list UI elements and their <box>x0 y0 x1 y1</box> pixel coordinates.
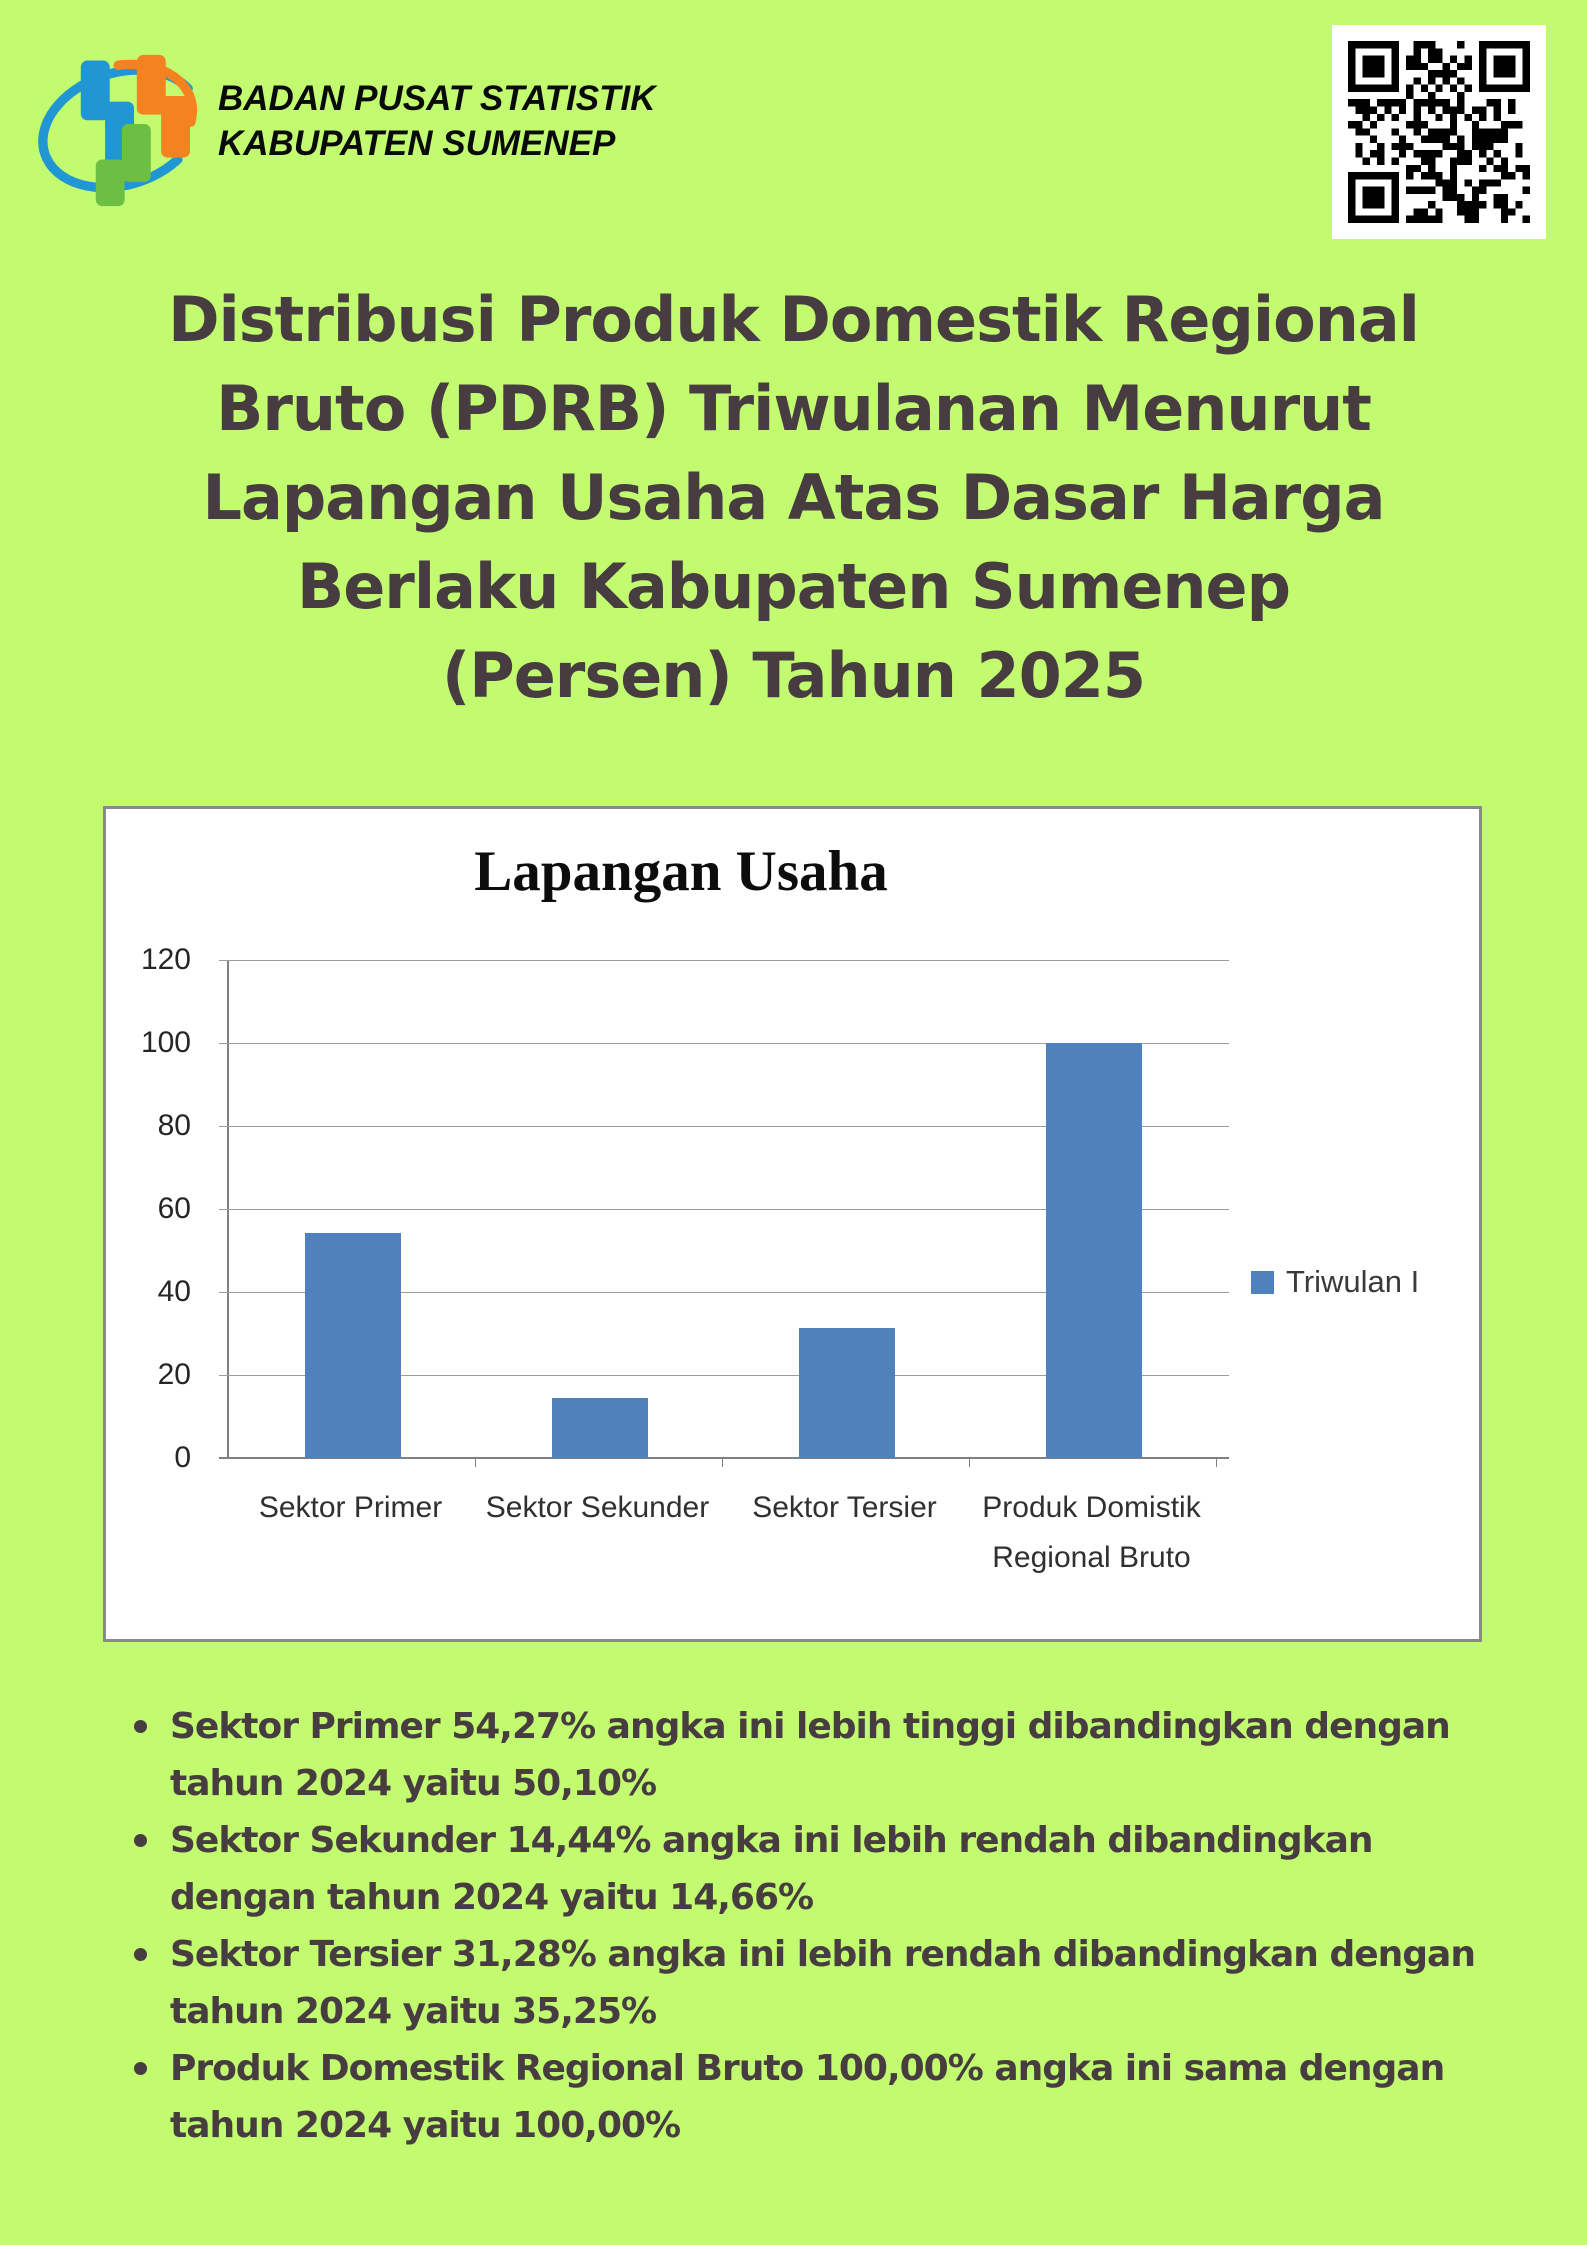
page-title-line: Lapangan Usaha Atas Dasar Harga <box>202 461 1385 534</box>
list-item: Sektor Tersier 31,28% angka ini lebih rendah dibandingkan dengan tahun 2024 yaitu 35,25% <box>118 1926 1490 2040</box>
chart-title: Lapangan Usaha <box>474 840 888 903</box>
y-tick-label: 0 <box>174 1441 191 1474</box>
legend-label: Triwulan I <box>1286 1264 1420 1299</box>
list-item: Sektor Sekunder 14,44% angka ini lebih rendah dibandingkan dengan tahun 2024 yaitu 14,66% <box>118 1812 1490 1926</box>
legend-swatch-triwulan-1 <box>1251 1271 1274 1294</box>
list-item: Sektor Primer 54,27% angka ini lebih tinggi dibandingkan dengan tahun 2024 yaitu 50,10% <box>118 1698 1490 1812</box>
y-tick-label: 60 <box>157 1192 191 1225</box>
x-tick <box>969 1458 970 1467</box>
page-title-line: (Persen) Tahun 2025 <box>441 639 1146 712</box>
summary-list <box>118 1698 1490 2154</box>
chart-plot-area <box>227 960 1215 1458</box>
gridline <box>219 960 1229 961</box>
page-title-line: Berlaku Kabupaten Sumenep <box>297 550 1290 623</box>
org-name <box>218 76 655 166</box>
y-tick-label: 100 <box>140 1026 191 1059</box>
x-tick <box>722 1458 723 1467</box>
chart-container <box>103 806 1482 1642</box>
list-item: Produk Domestik Regional Bruto 100,00% angka ini sama dengan tahun 2024 yaitu 100,00% <box>118 2040 1490 2154</box>
x-tick <box>1216 1458 1217 1467</box>
y-tick-label: 80 <box>157 1109 191 1142</box>
x-category-label: Sektor Tersier <box>752 1491 937 1524</box>
y-tick-label: 40 <box>157 1275 191 1308</box>
bar-1 <box>305 1233 401 1458</box>
x-category-label: Sektor Sekunder <box>485 1491 710 1524</box>
org-name-line1: BADAN PUSAT STATISTIK <box>218 79 656 118</box>
bps-logo <box>34 40 206 208</box>
org-name-line2: KABUPATEN SUMENEP <box>218 124 616 163</box>
x-tick <box>475 1458 476 1467</box>
bar-2 <box>552 1398 648 1458</box>
chart-legend <box>1251 1264 1419 1300</box>
y-tick-label: 20 <box>157 1358 191 1391</box>
qr-code <box>1332 25 1546 239</box>
x-category-label: Produk Domistik Regional Bruto <box>982 1491 1201 1574</box>
x-category-label: Sektor Primer <box>258 1491 443 1524</box>
bar-3 <box>799 1328 895 1458</box>
page-title-line: Distribusi Produk Domestik Regional <box>168 283 1419 356</box>
y-tick-label: 120 <box>140 943 191 976</box>
page-title-line: Bruto (PDRB) Triwulanan Menurut <box>216 372 1371 445</box>
bar-4 <box>1046 1043 1142 1458</box>
page-title <box>0 275 1587 720</box>
